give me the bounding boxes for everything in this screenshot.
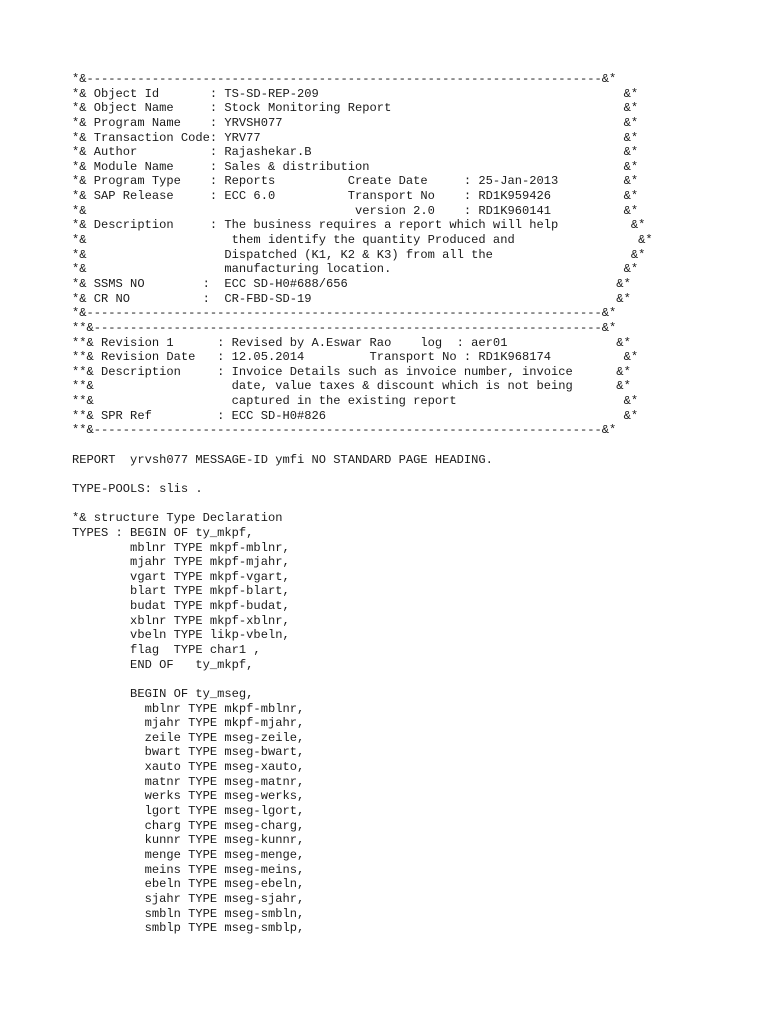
code-line [72,467,752,482]
code-line: **& date, value taxes & discount which is not being &* [72,379,631,394]
code-line: *& Module Name : Sales & distribution &* [72,159,639,174]
code-line: lgort TYPE mseg-lgort, [72,804,305,819]
code-line: smbln TYPE mseg-smbln, [72,906,305,921]
code-line: matnr TYPE mseg-matnr, [72,774,305,789]
code-line: flag TYPE char1 , [72,642,261,657]
code-line: mjahr TYPE mkpf-mjahr, [72,555,290,570]
code-line: **&----------------------------------------------------------------------&* [72,423,617,438]
code-line: *& Author : Rajashekar.B &* [72,145,639,160]
code-line: blart TYPE mkpf-blart, [72,584,290,599]
code-line: *& Description : The business requires a report which will help &* [72,218,646,233]
code-line [72,672,752,687]
code-line: sjahr TYPE mseg-sjahr, [72,891,305,906]
code-line: mjahr TYPE mkpf-mjahr, [72,716,305,731]
code-line: **& SPR Ref : ECC SD-H0#826 &* [72,408,639,423]
code-line: *& structure Type Declaration [72,511,283,526]
code-line [72,438,752,453]
code-line [72,497,752,512]
code-line: *& Object Name : Stock Monitoring Report &* [72,101,639,116]
code-line: xauto TYPE mseg-xauto, [72,760,305,775]
code-line: *& SAP Release : ECC 6.0 Transport No : RD1K959426 &* [72,189,639,204]
code-line: *& manufacturing location. &* [72,262,639,277]
code-line: **& Revision Date : 12.05.2014 Transport No : RD1K968174 &* [72,350,639,365]
code-line: *& Program Name : YRVSH077 &* [72,115,639,130]
code-line: REPORT yrvsh077 MESSAGE-ID ymfi NO STANDARD PAGE HEADING. [72,452,493,467]
code-line: menge TYPE mseg-menge, [72,847,305,862]
code-line: *& Transaction Code: YRV77 &* [72,130,639,145]
code-line: bwart TYPE mseg-bwart, [72,745,305,760]
code-line: ebeln TYPE mseg-ebeln, [72,877,305,892]
code-line: mblnr TYPE mkpf-mblnr, [72,540,290,555]
code-line: *& SSMS NO : ECC SD-H0#688/656 &* [72,276,631,291]
code-line: TYPE-POOLS: slis . [72,481,203,496]
code-line: smblp TYPE mseg-smblp, [72,921,305,936]
code-line: *& Dispatched (K1, K2 & K3) from all the &* [72,247,646,262]
code-line: *& Object Id : TS-SD-REP-209 &* [72,86,639,101]
code-line: *&-----------------------------------------------------------------------&* [72,306,617,321]
code-line: *& CR NO : CR-FBD-SD-19 &* [72,291,631,306]
code-line: BEGIN OF ty_mseg, [72,686,254,701]
code-line: budat TYPE mkpf-budat, [72,599,290,614]
code-line: END OF ty_mkpf, [72,657,254,672]
code-line: vgart TYPE mkpf-vgart, [72,569,290,584]
code-line: **& captured in the existing report &* [72,394,639,409]
code-line: meins TYPE mseg-meins, [72,862,305,877]
code-line: *& version 2.0 : RD1K960141 &* [72,203,639,218]
code-line: vbeln TYPE likp-vbeln, [72,628,290,643]
code-line: **&----------------------------------------------------------------------&* [72,320,617,335]
code-line: **& Revision 1 : Revised by A.Eswar Rao log : aer01 &* [72,335,631,350]
code-line: charg TYPE mseg-charg, [72,818,305,833]
code-line: werks TYPE mseg-werks, [72,789,305,804]
code-line: *&-----------------------------------------------------------------------&* [72,72,617,86]
code-line: **& Description : Invoice Details such as invoice number, invoice &* [72,364,631,379]
code-line: zeile TYPE mseg-zeile, [72,730,305,745]
code-line: xblnr TYPE mkpf-xblnr, [72,613,290,628]
code-line: kunnr TYPE mseg-kunnr, [72,833,305,848]
code-line: TYPES : BEGIN OF ty_mkpf, [72,525,254,540]
code-line: *& Program Type : Reports Create Date : 25-Jan-2013 &* [72,174,639,189]
code-line: *& them identify the quantity Produced and &* [72,233,653,248]
code-line: mblnr TYPE mkpf-mblnr, [72,701,305,716]
code-document [72,72,752,936]
